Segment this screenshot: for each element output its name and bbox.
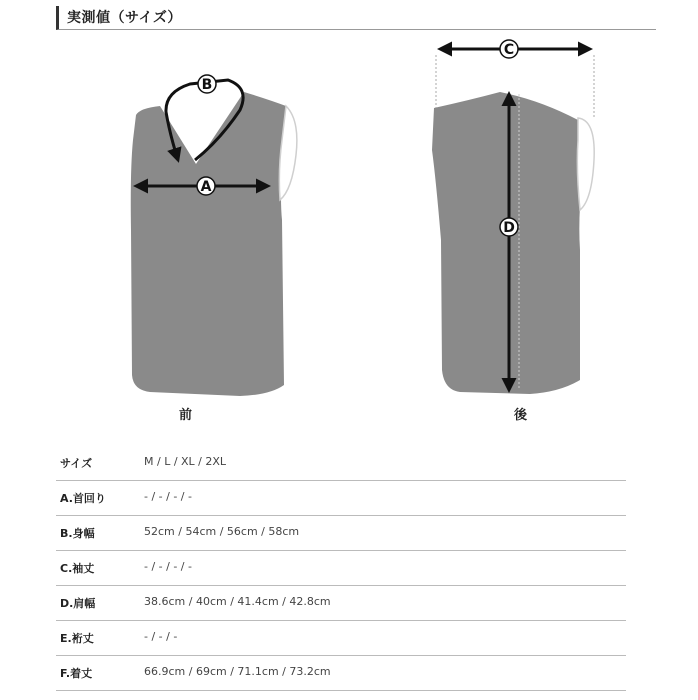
table-row bbox=[56, 516, 626, 551]
section-title: 実測値（サイズ） bbox=[67, 10, 182, 26]
row-value: 52cm / 54cm / 56cm / 58cm bbox=[144, 525, 300, 538]
row-label: B.身幅 bbox=[60, 527, 95, 540]
table-row bbox=[56, 621, 626, 656]
garment-diagram bbox=[0, 30, 698, 440]
back-vest-body bbox=[432, 92, 582, 394]
row-value: 38.6cm / 40cm / 41.4cm / 42.8cm bbox=[144, 595, 331, 608]
front-caption: 前 bbox=[179, 408, 193, 423]
section-header bbox=[56, 6, 656, 30]
label-a: A bbox=[200, 179, 212, 195]
row-value: - / - / - / - bbox=[144, 560, 192, 573]
back-caption: 後 bbox=[514, 408, 528, 423]
back-armhole bbox=[577, 118, 594, 210]
table-row bbox=[56, 656, 626, 691]
row-value: M / L / XL / 2XL bbox=[144, 455, 227, 468]
table-row bbox=[56, 551, 626, 586]
row-label: A.首回り bbox=[60, 492, 106, 505]
label-c: C bbox=[503, 42, 515, 58]
row-label: F.着丈 bbox=[60, 667, 93, 680]
label-b: B bbox=[201, 77, 213, 93]
row-value: - / - / - / - bbox=[144, 490, 192, 503]
front-vest-body bbox=[131, 92, 286, 396]
row-label: E.裄丈 bbox=[60, 632, 94, 645]
row-label: D.肩幅 bbox=[60, 597, 96, 610]
table-row bbox=[56, 446, 626, 481]
back-vest-figure bbox=[432, 40, 594, 394]
row-value: 66.9cm / 69cm / 71.1cm / 73.2cm bbox=[144, 665, 331, 678]
row-label: サイズ bbox=[60, 457, 93, 470]
row-label: C.袖丈 bbox=[60, 562, 95, 575]
size-table bbox=[56, 446, 626, 691]
label-d: D bbox=[503, 220, 515, 236]
row-value: - / - / - bbox=[144, 630, 178, 643]
front-vest-figure bbox=[131, 75, 297, 396]
table-row bbox=[56, 481, 626, 516]
table-row bbox=[56, 586, 626, 621]
